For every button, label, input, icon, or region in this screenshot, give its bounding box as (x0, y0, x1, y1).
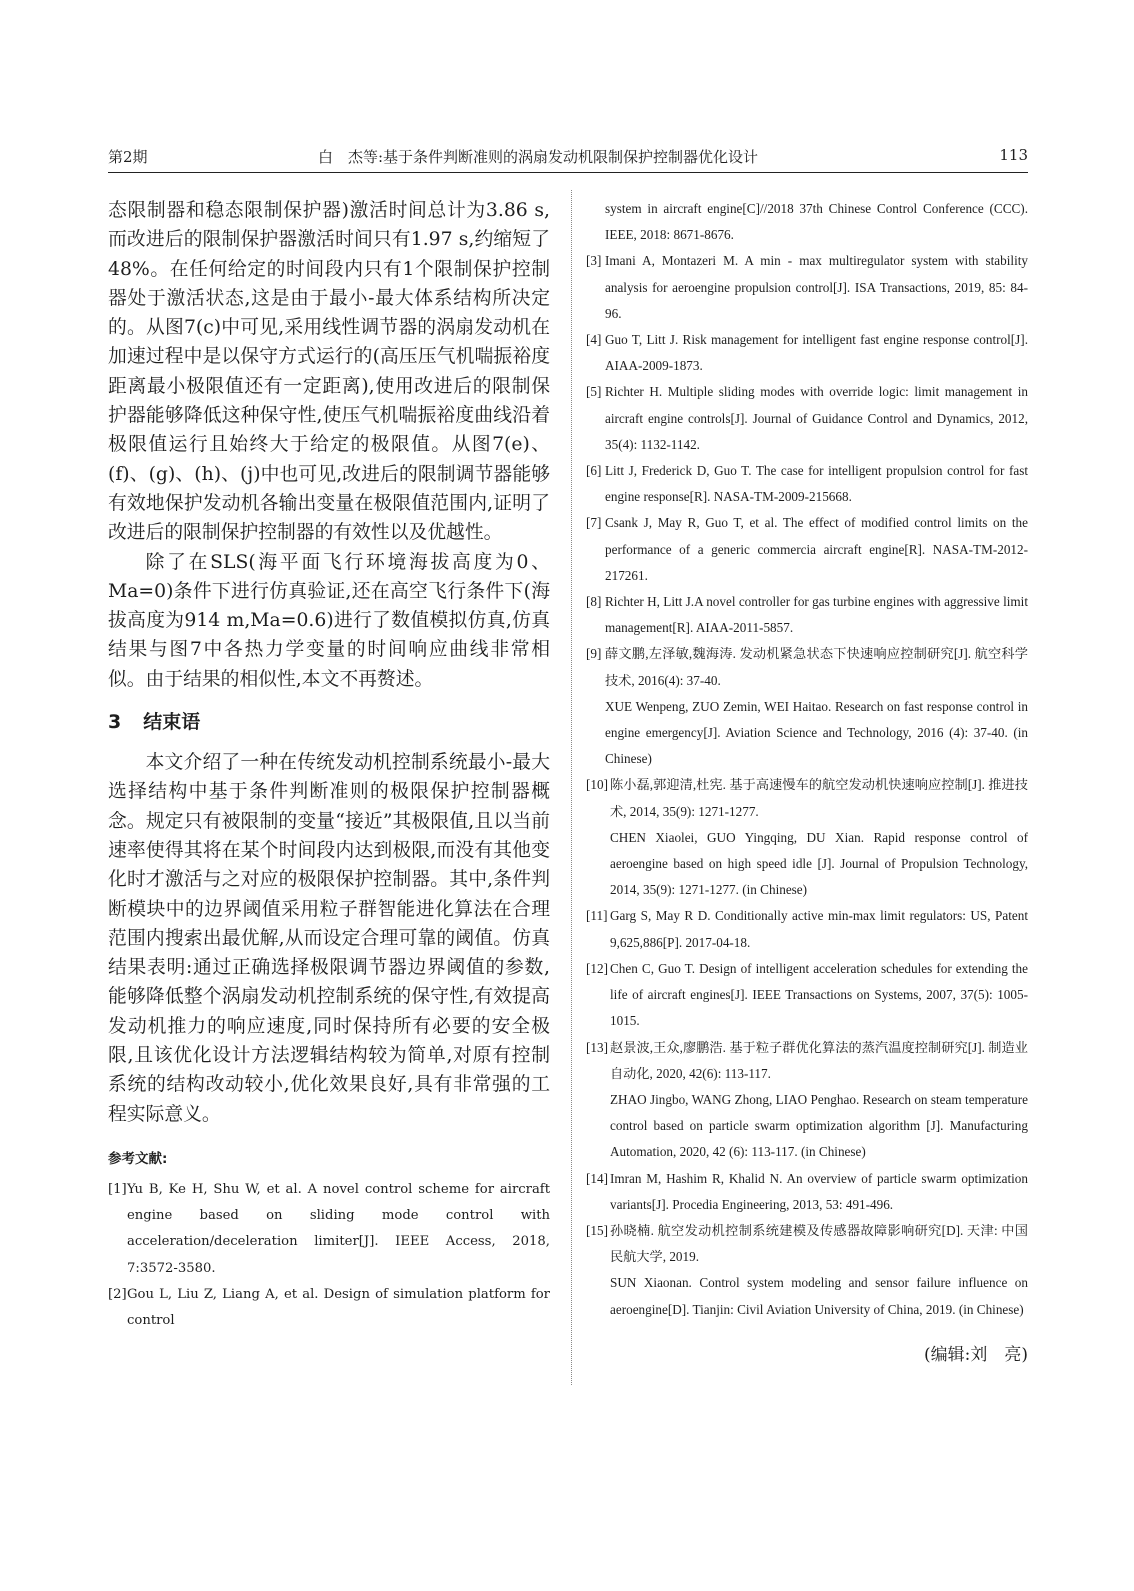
article-running-title: 白 杰等:基于条件判断准则的涡扇发动机限制保护控制器优化设计 (318, 148, 759, 166)
body-paragraph-2: 除了在SLS(海平面飞行环境海拔高度为0、Ma=0)条件下进行仿真验证,还在高空飞行条件下(海拔高度为914 m,Ma=0.6)进行了数值模拟仿真,仿真结果与图7中各热力学变量的时间响应曲线非常相似。由于结果的相似性,本文不再赘述。 (108, 551, 550, 690)
reference-item: [8] Richter H, Litt J.A novel controller for gas turbine engines with aggressive limit management[R]. AIAA-2011-5857. (586, 594, 1028, 636)
reference-item: [9] 薛文鹏,左泽敏,魏海涛. 发动机紧急状态下快速响应控制研究[J]. 航空科学技术, 2016(4): 37-40. (586, 646, 1028, 688)
reference-english-version: CHEN Xiaolei, GUO Yingqing, DU Xian. Rapid response control of aeroengine based on high speed idle [J]. Journal of Propulsion Technology, 2014, 35(9): 1271-1277. (in Chinese) (610, 829, 1028, 898)
reference-item: [2] Gou L, Liu Z, Liang A, et al. Design of simulation platform for control (108, 1286, 550, 1328)
reference-item: [4] Guo T, Litt J. Risk management for intelligent fast engine response control[J]. AIAA-2009-1873. (586, 332, 1028, 374)
section-heading (108, 708, 550, 736)
reference-item: [7] Csank J, May R, Guo T, et al. The effect of modified control limits on the performance of a generic commercia aircraft engine[R]. NASA-TM-2012-217261. (586, 515, 1028, 583)
reference-item: [6] Litt J, Frederick D, Guo T. The case for intelligent propulsion control for fast engine response[R]. NASA-TM-2009-215668. (586, 463, 1028, 505)
header-rule (108, 172, 1028, 173)
reference-english-version: ZHAO Jingbo, WANG Zhong, LIAO Penghao. Research on steam temperature control based on particle swarm optimization algorithm [J]. Manufacturing Automation, 2020, 42 (6): 113-117. (in Chinese) (610, 1091, 1028, 1160)
reference-item: [11] Garg S, May R D. Conditionally active min-max limit regulators: US, Patent 9,625,886[P]. 2017-04-18. (586, 908, 1028, 950)
reference-english-version: XUE Wenpeng, ZUO Zemin, WEI Haitao. Research on fast response control in engine emergency[J]. Aviation Science and Technology, 2016 (4): 37-40. (in Chinese) (605, 698, 1028, 767)
reference-continuation: system in aircraft engine[C]//2018 37th Chinese Control Conference (CCC). IEEE, 2018: 8671-8676. (605, 201, 1028, 243)
column-divider (571, 190, 572, 1385)
right-column (586, 196, 1028, 1323)
issue-number: 第2期 (108, 148, 148, 166)
reference-item: [3] Imani A, Montazeri M. A min - max multiregulator system with stability analysis for aeroengine propulsion control[J]. ISA Transactions, 2019, 85: 84-96. (586, 253, 1028, 321)
body-paragraph-3: 本文介绍了一种在传统发动机控制系统最小-最大选择结构中基于条件判断准则的极限保护控制器概念。规定只有被限制的变量“接近”其极限值,且以当前速率使得其将在某个时间段内达到极限,而没有其他变化时才激活与之对应的极限保护控制器。其中,条件判断模块中的边界阈值采用粒子群智能进化算法在合理范围内搜索出最优解,从而设定合理可靠的阈值。仿真结果表明:通过正确选择极限调节器边界阈值的参数,能够降低整个涡扇发动机控制系统的保守性,有效提高发动机推力的响应速度,同时保持所有必要的安全极限,且该优化设计方法逻辑结构较为简单,对原有控制系统的结构改动较小,优化效果良好,具有非常强的工程实际意义。 (108, 752, 550, 1125)
left-column (108, 196, 550, 1334)
reference-item: [10] 陈小磊,郭迎清,杜宪. 基于高速慢车的航空发动机快速响应控制[J]. 推进技术, 2014, 35(9): 1271-1277. (586, 777, 1028, 819)
running-header (108, 146, 1028, 168)
body-paragraph-1: 态限制器和稳态限制保护器)激活时间总计为3.86 s,而改进后的限制保护器激活时间只有1.97 s,约缩短了48%。在任何给定的时间段内只有1个限制保护控制器处于激活状态,这是由于最小-最大体系结构所决定的。从图7(c)中可见,采用线性调节器的涡扇发动机在加速过程中是以保守方式运行的(高压压气机喘振裕度距离最小极限值还有一定距离),使用改进后的限制保护器能够降低这种保守性,使压气机喘振裕度曲线沿着极限值运行且始终大于给定的极限值。从图7(e)、(f)、(g)、(h)、(j)中也可见,改进后的限制调节器能够有效地保护发动机各输出变量在极限值范围内,证明了改进后的限制保护控制器的有效性以及优越性。 (108, 200, 550, 544)
page-number: 113 (999, 146, 1028, 164)
reference-item: [1] Yu B, Ke H, Shu W, et al. A novel control scheme for aircraft engine based on sliding mode control with acceleration/deceleration limiter[J]. IEEE Access, 2018, 7:3572-3580. (108, 1181, 550, 1276)
reference-item: [14] Imran M, Hashim R, Khalid N. An overview of particle swarm optimization variants[J]. Procedia Engineering, 2013, 53: 491-496. (586, 1170, 1028, 1212)
editor-credit: (编辑:刘 亮) (924, 1345, 1028, 1365)
section-title: 结束语 (143, 711, 201, 734)
section-number: 3 (108, 711, 122, 734)
reference-item: [13] 赵景波,王众,廖鹏浩. 基于粒子群优化算法的蒸汽温度控制研究[J]. 制造业自动化, 2020, 42(6): 113-117. (586, 1039, 1028, 1081)
references-heading: 参考文献: (108, 1150, 168, 1167)
reference-item: [12] Chen C, Guo T. Design of intelligent acceleration schedules for extending the life of aircraft engines[J]. IEEE Transactions on Systems, 2007, 37(5): 1005-1015. (586, 960, 1028, 1029)
reference-item: [5] Richter H. Multiple sliding modes with override logic: limit management in aircraft engine controls[J]. Journal of Guidance Control and Dynamics, 2012, 35(4): 1132-1142. (586, 384, 1028, 452)
reference-english-version: SUN Xiaonan. Control system modeling and sensor failure influence on aeroengine[D]. Tianjin: Civil Aviation University of China, 2019. (in Chinese) (610, 1275, 1028, 1317)
reference-item: [15] 孙晓楠. 航空发动机控制系统建模及传感器故障影响研究[D]. 天津: 中国民航大学, 2019. (586, 1222, 1028, 1265)
